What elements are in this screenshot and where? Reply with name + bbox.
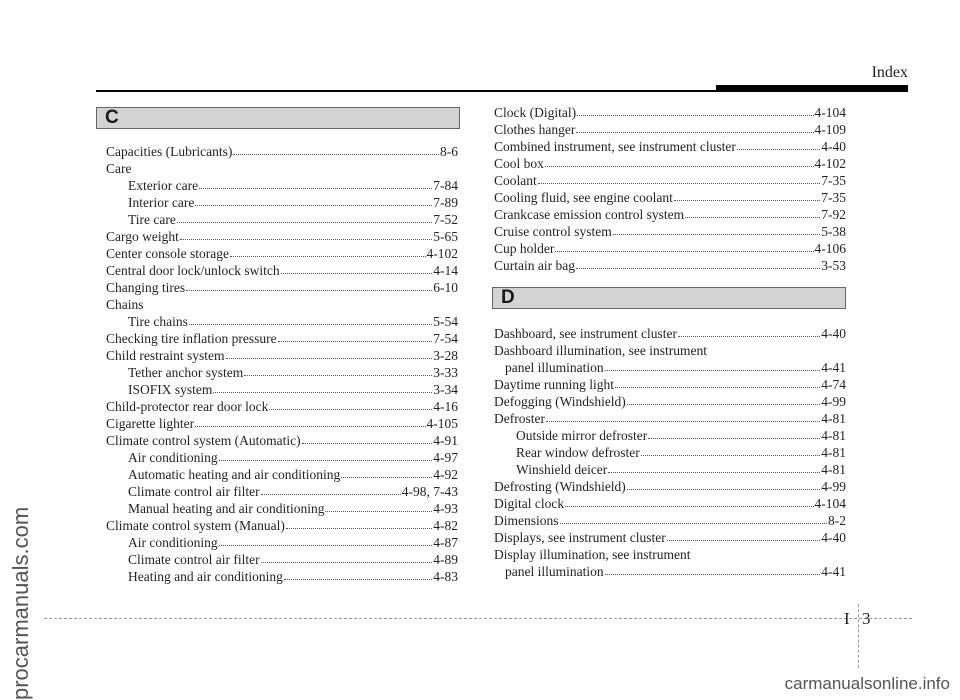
index-entry [106, 449, 458, 466]
index-entry-label: Clock (Digital) [494, 105, 577, 120]
index-entry [494, 529, 846, 546]
index-entry [494, 376, 846, 393]
index-entry-label: Defrosting (Windshield) [494, 479, 626, 494]
index-entry [106, 347, 458, 364]
dot-leader [341, 477, 432, 478]
index-entry-page: 4-40 [821, 139, 846, 154]
index-entry-label: Cup holder [494, 241, 555, 256]
index-entry-label: Rear window defroster [516, 445, 640, 460]
index-entry-page: 4-89 [433, 552, 458, 567]
index-entry [106, 330, 458, 347]
index-entry-page: 4-74 [821, 377, 846, 392]
index-entry-page: 5-65 [433, 229, 458, 244]
dot-leader [244, 375, 432, 376]
dot-leader [261, 494, 401, 495]
index-entry-page: 4-102 [426, 246, 458, 261]
index-entry [106, 313, 458, 330]
index-entry-label: Interior care [128, 195, 195, 210]
index-entry [106, 432, 458, 449]
index-entry [494, 223, 846, 240]
index-entry-label: Cool box [494, 156, 544, 171]
index-entry-page: 7-54 [433, 331, 458, 346]
dot-leader [195, 205, 432, 206]
index-entry [494, 546, 846, 563]
index-entry-label: Climate control air filter [128, 484, 260, 499]
index-entry-page: 3-28 [433, 348, 458, 363]
dot-leader [737, 149, 820, 150]
index-entry-label: Daytime running light [494, 377, 614, 392]
index-entry-label: Tether anchor system [128, 365, 244, 380]
dot-leader [641, 455, 821, 456]
index-entry [494, 121, 846, 138]
index-entry-page: 4-81 [821, 445, 846, 460]
dot-leader [230, 256, 426, 257]
dot-leader [226, 358, 433, 359]
index-entry [494, 359, 846, 376]
index-entry-page: 4-16 [433, 399, 458, 414]
footer-divider [858, 604, 859, 668]
index-entry-label: Checking tire inflation pressure [106, 331, 277, 346]
index-entry [106, 296, 458, 313]
index-entry-label: Automatic heating and air conditioning [128, 467, 341, 482]
index-entry [494, 495, 846, 512]
index-entry [106, 415, 458, 432]
index-entry-label: Displays, see instrument cluster [494, 530, 666, 545]
dot-leader [565, 506, 813, 507]
index-entry [494, 410, 846, 427]
dot-leader [286, 528, 432, 529]
index-entry-label: Climate control air filter [128, 552, 260, 567]
index-entry [494, 240, 846, 257]
index-entry-label: Cigarette lighter [106, 416, 195, 431]
index-entry-label: Outside mirror defroster [516, 428, 648, 443]
index-entry-label: Cooling fluid, see engine coolant [494, 190, 673, 205]
index-entry-page: 7-35 [821, 190, 846, 205]
index-entry-label: ISOFIX system [128, 382, 213, 397]
dot-leader [269, 409, 432, 410]
index-entry [494, 478, 846, 495]
index-entry-label: Defroster [494, 411, 545, 426]
index-entry-page: 5-38 [821, 224, 846, 239]
dot-leader [576, 268, 820, 269]
index-entry-label: Child-protector rear door lock [106, 399, 269, 414]
index-entry-page: 4-41 [821, 360, 846, 375]
index-entry-page: 7-92 [821, 207, 846, 222]
index-entry [106, 262, 458, 279]
index-entry [494, 104, 846, 121]
index-entry [106, 534, 458, 551]
index-entry [494, 461, 846, 478]
index-entry-label: Crankcase emission control system [494, 207, 685, 222]
dot-leader [678, 336, 820, 337]
index-entry-page: 7-35 [821, 173, 846, 188]
index-entry-label: Combined instrument, see instrument cluster [494, 139, 736, 154]
index-entry-label: Air conditioning [128, 535, 218, 550]
index-entry [106, 211, 458, 228]
dot-leader [219, 545, 433, 546]
index-entry-label: Defogging (Windshield) [494, 394, 626, 409]
index-entry-label: Child restraint system [106, 348, 225, 363]
index-entry [106, 177, 458, 194]
section-header-c [96, 107, 460, 129]
index-entry [106, 466, 458, 483]
index-entry [106, 245, 458, 262]
dot-leader [219, 460, 433, 461]
index-entry-page: 4-14 [433, 263, 458, 278]
index-entry-label: Changing tires [106, 280, 186, 295]
index-entry-page: 8-6 [440, 144, 458, 159]
dot-leader [613, 234, 821, 235]
index-entry [494, 138, 846, 155]
dot-leader [627, 489, 820, 490]
index-entry-page: 3-33 [433, 365, 458, 380]
dot-leader [538, 183, 821, 184]
index-entry-label: Dimensions [494, 513, 559, 528]
dot-leader [605, 370, 821, 371]
index-entry-label: panel illumination [505, 360, 604, 375]
index-entry [494, 325, 846, 342]
index-entry-page: 4-92 [433, 467, 458, 482]
index-entry [106, 381, 458, 398]
dot-leader [685, 217, 820, 218]
index-entry-label: Display illumination, see instrument [494, 547, 691, 562]
index-entry [494, 257, 846, 274]
index-entry [106, 279, 458, 296]
index-entry-page: 7-89 [433, 195, 458, 210]
index-entry-page: 4-81 [821, 462, 846, 477]
index-column-right-c [494, 104, 846, 274]
dot-leader [189, 324, 432, 325]
index-entry-label: Cruise control system [494, 224, 612, 239]
index-entry [106, 364, 458, 381]
index-entry-label: Coolant [494, 173, 537, 188]
index-entry-page: 4-106 [814, 241, 846, 256]
index-entry-page: 4-87 [433, 535, 458, 550]
index-entry-label: Dashboard illumination, see instrument [494, 343, 707, 358]
index-entry-page: 4-93 [433, 501, 458, 516]
index-entry-page: 4-104 [814, 496, 846, 511]
section-letter-c: C [105, 107, 119, 128]
dot-leader [627, 404, 820, 405]
index-entry-page: 4-102 [814, 156, 846, 171]
index-entry-page: 4-40 [821, 530, 846, 545]
index-entry-label: Climate control system (Manual) [106, 518, 285, 533]
index-entry [106, 483, 458, 500]
index-entry [106, 160, 458, 177]
index-entry [494, 427, 846, 444]
dot-leader [281, 273, 433, 274]
dot-leader [667, 540, 821, 541]
dot-leader [674, 200, 820, 201]
index-entry-label: panel illumination [505, 564, 604, 579]
index-entry [106, 143, 458, 160]
dot-leader [302, 443, 433, 444]
index-entry-page: 4-82 [433, 518, 458, 533]
dot-leader [213, 392, 432, 393]
index-entry-page: 4-81 [821, 428, 846, 443]
dot-leader [608, 472, 820, 473]
side-watermark: procarmanuals.com [8, 506, 33, 700]
index-entry-page: 7-84 [433, 178, 458, 193]
index-entry [106, 568, 458, 585]
index-entry [106, 551, 458, 568]
index-entry-label: Curtain air bag [494, 258, 575, 273]
index-entry-page: 4-104 [814, 105, 846, 120]
index-entry-page: 4-109 [814, 122, 846, 137]
section-header-d [492, 287, 846, 309]
index-entry [494, 393, 846, 410]
index-entry-label: Air conditioning [128, 450, 218, 465]
section-letter-d: D [501, 287, 515, 308]
index-entry-page: 4-41 [821, 564, 846, 579]
index-entry-page: 3-34 [433, 382, 458, 397]
dot-leader [648, 438, 820, 439]
dot-leader [186, 290, 432, 291]
dot-leader [261, 562, 433, 563]
index-entry-page: 4-97 [433, 450, 458, 465]
dot-leader [555, 251, 813, 252]
index-entry-page: 4-98, 7-43 [401, 484, 458, 499]
index-entry [494, 563, 846, 580]
index-entry-label: Chains [106, 297, 144, 312]
dot-leader [199, 188, 432, 189]
dot-leader [278, 341, 433, 342]
footer-section-letter: I [844, 609, 850, 628]
dot-leader [615, 387, 820, 388]
index-entry-page: 3-53 [821, 258, 846, 273]
index-entry-label: Tire care [128, 212, 176, 227]
index-entry [106, 228, 458, 245]
dot-leader [284, 579, 432, 580]
index-column-right-d [494, 325, 846, 580]
dot-leader [325, 511, 432, 512]
index-entry-page: 4-99 [821, 394, 846, 409]
index-entry [494, 206, 846, 223]
index-entry [494, 342, 846, 359]
footer-rule [44, 618, 912, 619]
dot-leader [177, 222, 432, 223]
index-entry [494, 189, 846, 206]
index-entry-label: Capacities (Lubricants) [106, 144, 233, 159]
index-entry-label: Clothes hanger [494, 122, 576, 137]
index-entry-label: Center console storage [106, 246, 229, 261]
dot-leader [577, 115, 813, 116]
bottom-watermark: carmanualsonline.info [784, 674, 950, 693]
index-entry-label: Heating and air conditioning [128, 569, 283, 584]
dot-leader [605, 574, 821, 575]
index-entry [106, 398, 458, 415]
index-entry-label: Manual heating and air conditioning [128, 501, 325, 516]
footer-page-number: 3 [862, 609, 871, 628]
index-entry-label: Exterior care [128, 178, 199, 193]
index-entry [494, 155, 846, 172]
header-accent-bar [716, 85, 908, 91]
index-entry-label: Tire chains [128, 314, 188, 329]
dot-leader [560, 523, 827, 524]
index-entry-page: 5-54 [433, 314, 458, 329]
dot-leader [180, 239, 432, 240]
dot-leader [195, 426, 425, 427]
index-entry-page: 6-10 [433, 280, 458, 295]
index-entry [106, 500, 458, 517]
index-entry-label: Care [106, 161, 132, 176]
index-entry [494, 444, 846, 461]
index-entry-page: 4-81 [821, 411, 846, 426]
dot-leader [576, 132, 813, 133]
index-column-left [106, 143, 458, 585]
dot-leader [233, 154, 439, 155]
index-entry-label: Winshield deicer [516, 462, 608, 477]
index-entry-label: Digital clock [494, 496, 565, 511]
index-entry [494, 512, 846, 529]
page-header-title: Index [871, 64, 908, 81]
index-entry [106, 517, 458, 534]
index-entry-page: 4-40 [821, 326, 846, 341]
index-entry-page: 4-83 [433, 569, 458, 584]
index-entry-page: 7-52 [433, 212, 458, 227]
index-entry-label: Central door lock/unlock switch [106, 263, 280, 278]
dot-leader [545, 166, 814, 167]
index-entry-page: 4-91 [433, 433, 458, 448]
index-entry-label: Cargo weight [106, 229, 179, 244]
dot-leader [546, 421, 820, 422]
index-entry-page: 4-99 [821, 479, 846, 494]
index-entry [494, 172, 846, 189]
index-entry-label: Dashboard, see instrument cluster [494, 326, 677, 341]
index-entry-label: Climate control system (Automatic) [106, 433, 301, 448]
index-entry [106, 194, 458, 211]
index-entry-page: 8-2 [828, 513, 846, 528]
index-entry-page: 4-105 [426, 416, 458, 431]
